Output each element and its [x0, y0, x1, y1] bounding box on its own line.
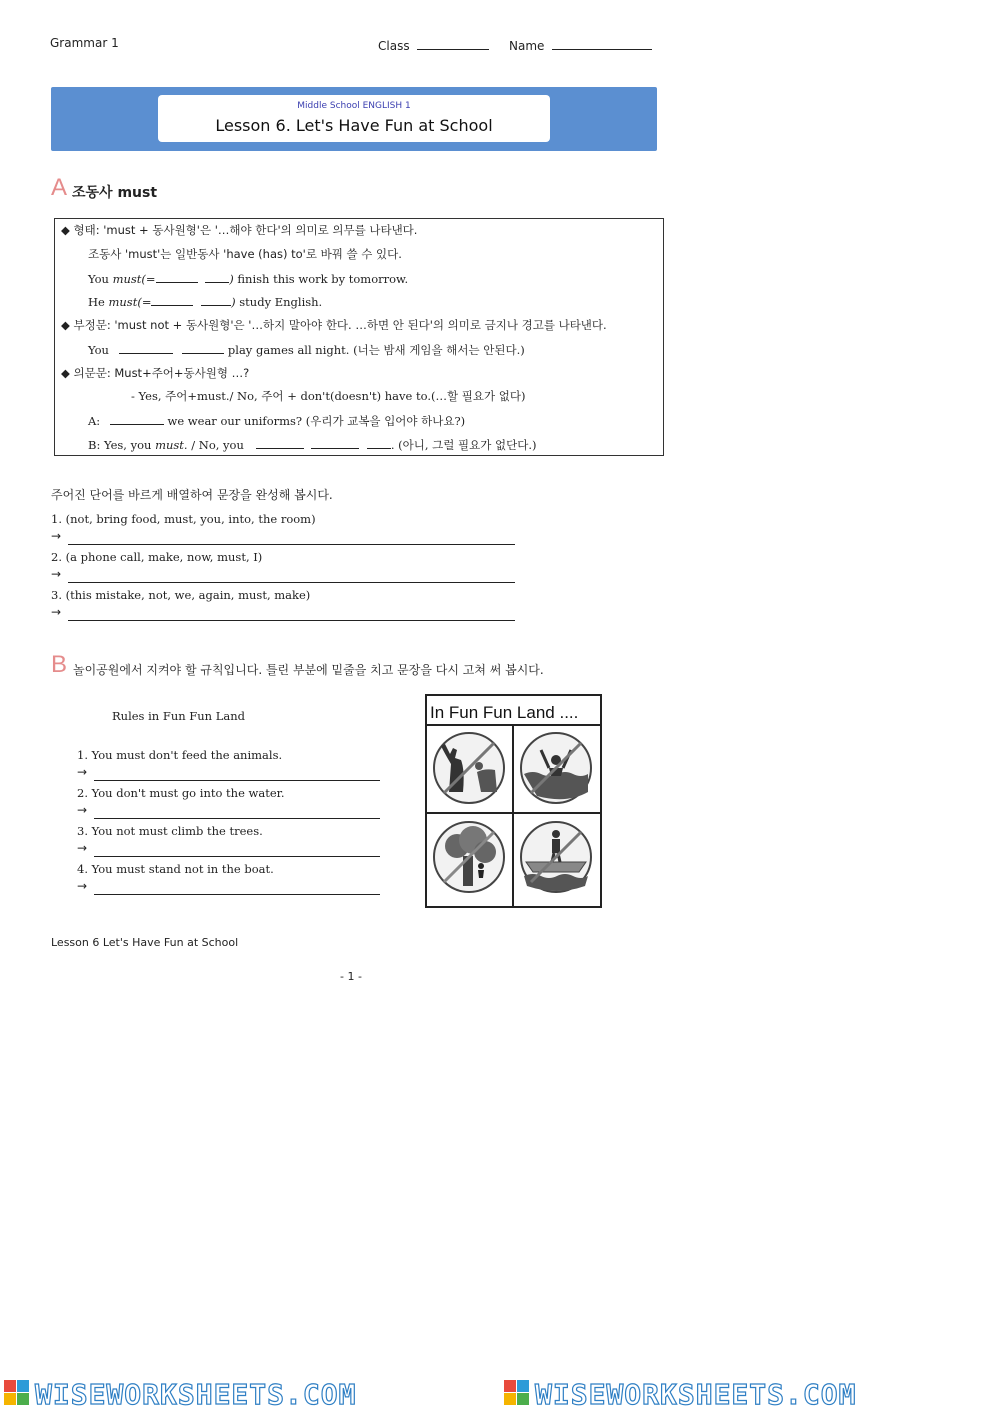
section-a-instruction: 주어진 단어를 바르게 배열하여 문장을 완성해 봅시다. — [51, 488, 333, 502]
page-number: - 1 - — [340, 970, 362, 983]
blank[interactable] — [367, 436, 391, 449]
rules-title: Rules in Fun Fun Land — [112, 709, 246, 723]
class-blank[interactable] — [417, 37, 489, 50]
class-label: Class — [378, 39, 410, 53]
no-climbing-trees-icon — [434, 822, 504, 892]
rule-item-4: 4. You must stand not in the boat. — [77, 862, 274, 876]
exercise-item-1: 1. (not, bring food, must, you, into, the room) — [51, 512, 316, 526]
dialogue-a — [88, 412, 465, 429]
blank[interactable] — [205, 270, 229, 283]
wise-logo-icon — [4, 1380, 29, 1405]
grammar-box — [54, 218, 664, 456]
fun-fun-land-illustration — [425, 694, 602, 908]
rule-item-1: 1. You must don't feed the animals. — [77, 748, 283, 762]
dialogue-b-mid: / No, you — [191, 438, 244, 452]
arrow: → — [51, 605, 62, 619]
example-2-must: must(= — [108, 295, 152, 309]
rule-answer-line-3[interactable] — [94, 856, 380, 857]
blank[interactable] — [156, 270, 198, 283]
banner-subtitle: Middle School ENGLISH 1 — [297, 101, 411, 111]
blank[interactable] — [256, 436, 304, 449]
section-b-letter: B — [51, 651, 68, 678]
question-answer-rule: - Yes, 주어+must./ No, 주어 + don't(doesn't) have to.(…할 필요가 없다) — [131, 389, 526, 403]
banner-title: Lesson 6. Let's Have Fun at School — [215, 116, 493, 135]
blank[interactable] — [110, 412, 164, 425]
watermark-text-2: WISEWORKSHEETS.COM — [535, 1378, 857, 1411]
illustration-title: In Fun Fun Land .... — [430, 703, 579, 722]
exercise-item-2: 2. (a phone call, make, now, must, I) — [51, 550, 263, 564]
blank[interactable] — [201, 293, 231, 306]
section-b-instruction: 놀이공원에서 지켜야 할 규칙입니다. 틀린 부분에 밑줄을 치고 문장을 다시 고쳐 써 봅시다. — [73, 663, 544, 677]
question-rule: ◆ 의문문: Must+주어+동사원형 …? — [61, 366, 250, 380]
dialogue-b — [88, 436, 537, 453]
arrow: → — [77, 803, 88, 817]
arrow: → — [51, 567, 62, 581]
negative-example — [88, 341, 525, 358]
arrow: → — [51, 529, 62, 543]
banner-card — [158, 95, 550, 142]
rule-item-2: 2. You don't must go into the water. — [77, 786, 285, 800]
example-2-close: ) — [231, 295, 236, 309]
watermark-banner — [0, 1374, 1000, 1411]
negative-example-subject: You — [88, 343, 109, 357]
no-feeding-animals-icon — [434, 733, 504, 803]
exercise-item-3: 3. (this mistake, not, we, again, must, make) — [51, 588, 311, 602]
example-1-subject: You — [88, 272, 109, 286]
no-standing-in-boat-icon — [521, 822, 591, 892]
dialogue-b-start: B: Yes, you — [88, 438, 152, 452]
name-field[interactable] — [509, 37, 652, 53]
blank[interactable] — [119, 341, 173, 354]
section-a-letter: A — [51, 174, 68, 201]
dialogue-a-rest: we wear our uniforms? (우리가 교복을 입어야 하나요?) — [167, 414, 466, 428]
class-field[interactable] — [378, 37, 489, 53]
example-1-close: ) — [229, 272, 234, 286]
blank[interactable] — [182, 341, 224, 354]
example-1-rest: finish this work by tomorrow. — [237, 272, 409, 286]
rule-answer-line-2[interactable] — [94, 818, 380, 819]
name-label: Name — [509, 39, 545, 53]
name-blank[interactable] — [552, 37, 652, 50]
watermark-text-1: WISEWORKSHEETS.COM — [35, 1378, 357, 1411]
rule-answer-line-4[interactable] — [94, 894, 380, 895]
footer-lesson: Lesson 6 Let's Have Fun at School — [51, 936, 239, 949]
example-2-subject: He — [88, 295, 105, 309]
answer-line-1[interactable] — [68, 544, 515, 545]
no-swimming-icon — [521, 733, 591, 803]
rule-answer-line-1[interactable] — [94, 780, 380, 781]
section-a-title: 조동사 must — [72, 185, 158, 201]
dialogue-a-label: A: — [88, 414, 101, 428]
answer-line-2[interactable] — [68, 582, 515, 583]
arrow: → — [77, 841, 88, 855]
rule-item-3: 3. You not must climb the trees. — [77, 824, 263, 838]
lesson-banner — [51, 87, 657, 151]
form-rule: ◆ 형태: 'must + 동사원형'은 '…해야 한다'의 의미로 의무를 나타낸다. — [61, 223, 418, 237]
negative-example-rest: play games all night. (너는 밤새 게임을 해서는 안된다.) — [227, 343, 525, 357]
arrow: → — [77, 765, 88, 779]
have-to-rule: 조동사 'must'는 일반동사 'have (has) to'로 바꿔 쓸 수 있다. — [88, 247, 402, 261]
example-1-must: must(= — [112, 272, 156, 286]
example-1 — [88, 270, 408, 286]
answer-line-3[interactable] — [68, 620, 515, 621]
dialogue-b-end: . (아니, 그럴 필요가 없단다.) — [390, 438, 537, 452]
negative-rule: ◆ 부정문: 'must not + 동사원형'은 '…하지 말아야 한다. …하면 안 된다'의 의미로 금지나 경고를 나타낸다. — [61, 318, 607, 332]
example-2-rest: study English. — [239, 295, 323, 309]
example-2 — [88, 293, 322, 309]
blank[interactable] — [151, 293, 193, 306]
dialogue-b-must: must. — [155, 438, 188, 452]
worksheet-subject: Grammar 1 — [50, 36, 119, 50]
blank[interactable] — [311, 436, 359, 449]
arrow: → — [77, 879, 88, 893]
wise-logo-icon — [504, 1380, 529, 1405]
